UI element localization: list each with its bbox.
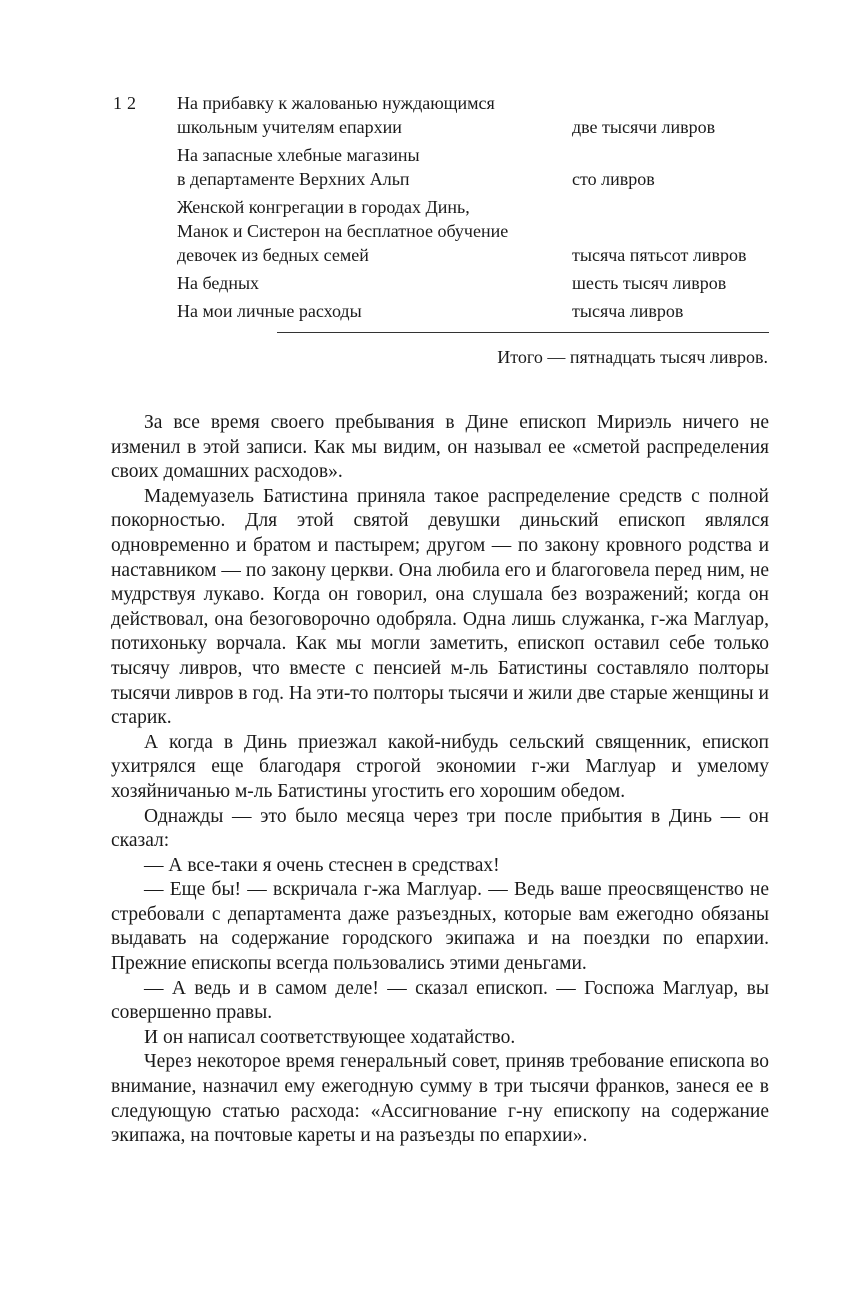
ledger-amount: сто ливров xyxy=(572,169,655,189)
ledger-description: На бедных xyxy=(177,273,260,293)
paragraph: И он написал соответствующее ходатайство. xyxy=(144,1026,516,1048)
ledger-total: Итого — пятнадцать тысяч ливров. xyxy=(497,347,768,367)
paragraph: А когда в Динь приезжал какой-нибудь сельский священник, епископ ухитрялся еще благодаря строгой экономии г-жи Маглуар и умелому хозяйничанью м-ль Батистины угостить его хорошим обедом. xyxy=(111,731,769,802)
paragraph: Через некоторое время генеральный совет, приняв требование епископа во внимание, назначил ему ежегодную сумму в три тысячи франков, занеся ее в следующую статью расхода: «Ассигнование г-ну епископу на содержание экипажа, на почтовые кареты и на разъезды по епархии». xyxy=(111,1051,769,1147)
dialogue-line: — Еще бы! — вскричала г-жа Маглуар. — Ведь ваше преосвященство не стребовали с департамента даже разъездных, которые вам ежегодно обязаны выдавать на содержание городского экипажа и на поездки по епархии. Прежние епископы всегда пользовались этими деньгами. xyxy=(111,879,769,975)
dialogue-line: — А все-таки я очень стеснен в средствах! xyxy=(144,854,500,876)
ledger-amount: две тысячи ливров xyxy=(572,117,716,137)
paragraph: За все время своего пребывания в Дине епископ Мириэль ничего не изменил в этой записи. Как мы видим, он называл ее «сметой распределения своих домашних расходов». xyxy=(111,412,769,483)
body-text xyxy=(111,411,769,1149)
ledger-description: На прибавку к жалованью нуждающимся школьным учителям епархии xyxy=(177,93,495,137)
ledger-description: Женской конгрегации в городах Динь, Манок и Систерон на бесплатное обучение девочек из бедных семей xyxy=(177,197,509,265)
total-divider xyxy=(277,332,769,333)
ledger-description: На мои личные расходы xyxy=(177,301,362,321)
dialogue-line: — А ведь и в самом деле! — сказал епископ. — Госпожа Маглуар, вы совершенно правы. xyxy=(111,977,769,1024)
ledger-amount: тысяча пятьсот ливров xyxy=(572,245,747,265)
paragraph: Однажды — это было месяца через три после прибытия в Динь — он сказал: xyxy=(111,805,769,852)
ledger-amount: шесть тысяч ливров xyxy=(572,273,727,293)
ledger-description: На запасные хлебные магазины в департаменте Верхних Альп xyxy=(177,145,420,189)
paragraph: Мадемуазель Батистина приняла такое распределение средств с полной покорностью. Для этой святой девушки диньский епископ являлся одновременно и братом и пастырем; другом — по закону кровного родства и наставником — по закону церкви. Она любила его и благоговела перед ним, не мудрствуя лукаво. Когда он говорил, она слушала без возражений; когда он действовал, она безоговорочно одобряла. Одна лишь служанка, г-жа Маглуар, потихоньку ворчала. Как мы могли заметить, епископ оставил себе только тысячу ливров, что вместе с пенсией м-ль Батистины составляло полторы тысячи ливров в год. На эти-то полторы тысячи и жили две старые женщины и старик. xyxy=(111,485,769,729)
page-number: 12 xyxy=(113,93,141,113)
ledger-amount: тысяча ливров xyxy=(572,301,684,321)
